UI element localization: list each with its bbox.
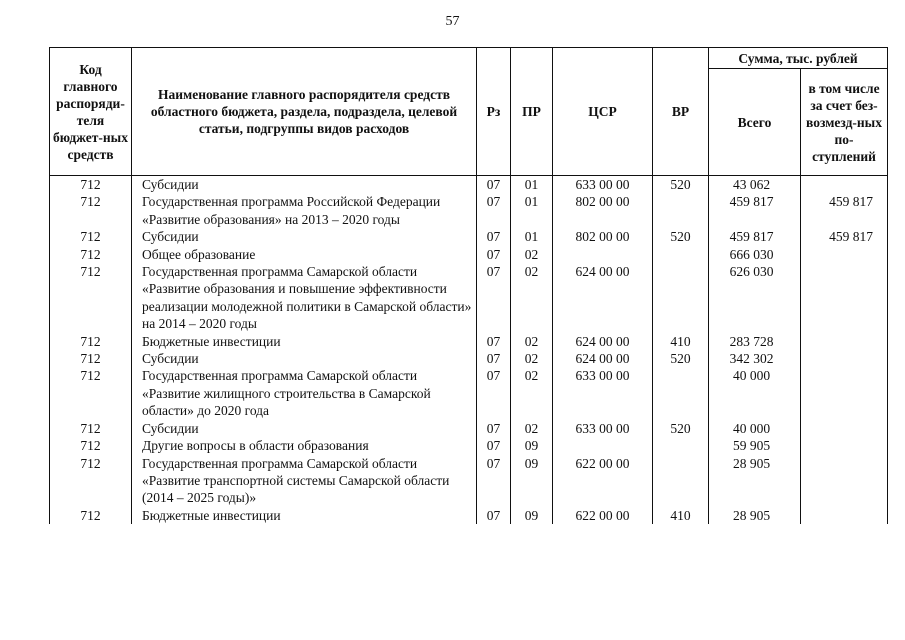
header-code: Код главного распоряди-теля бюджет-ных средств [50, 48, 132, 176]
cell-code: 712 [50, 193, 132, 228]
cell-free [801, 263, 888, 333]
cell-vr [653, 263, 709, 333]
table-header [50, 48, 888, 176]
cell-total: 40 000 [709, 420, 801, 437]
header-total: Всего [709, 69, 801, 176]
cell-total: 283 728 [709, 333, 801, 350]
cell-free [801, 333, 888, 350]
page-number: 57 [445, 14, 460, 29]
cell-vr: 520 [653, 228, 709, 245]
header-csr: ЦСР [553, 48, 653, 176]
cell-name: Общее образование [132, 246, 477, 263]
cell-csr [553, 246, 653, 263]
table-row [50, 507, 888, 524]
cell-vr [653, 246, 709, 263]
cell-total: 342 302 [709, 350, 801, 367]
cell-total: 43 062 [709, 176, 801, 194]
cell-csr: 802 00 00 [553, 193, 653, 228]
cell-name: Субсидии [132, 228, 477, 245]
cell-code: 712 [50, 263, 132, 333]
cell-csr: 624 00 00 [553, 263, 653, 333]
cell-pr: 02 [511, 420, 553, 437]
header-free: в том числе за счет без-возмезд-ных по-ступлений [801, 69, 888, 176]
cell-rz: 07 [477, 367, 511, 419]
cell-rz: 07 [477, 420, 511, 437]
cell-total: 666 030 [709, 246, 801, 263]
cell-rz: 07 [477, 507, 511, 524]
table-row [50, 350, 888, 367]
cell-rz: 07 [477, 263, 511, 333]
cell-free: 459 817 [801, 228, 888, 245]
cell-rz: 07 [477, 455, 511, 507]
cell-code: 712 [50, 420, 132, 437]
cell-csr: 802 00 00 [553, 228, 653, 245]
cell-total: 28 905 [709, 507, 801, 524]
cell-csr: 633 00 00 [553, 176, 653, 194]
cell-pr: 09 [511, 455, 553, 507]
cell-vr [653, 437, 709, 454]
table-row [50, 437, 888, 454]
cell-pr: 01 [511, 193, 553, 228]
cell-free: 459 817 [801, 193, 888, 228]
header-name: Наименование главного распорядителя средств областного бюджета, раздела, подраздела, целевой статьи, подгруппы видов расходов [132, 48, 477, 176]
cell-rz: 07 [477, 246, 511, 263]
cell-rz: 07 [477, 176, 511, 194]
cell-rz: 07 [477, 350, 511, 367]
cell-name: Государственная программа Самарской области «Развитие транспортной системы Самарской области (2014 – 2025 годы)» [132, 455, 477, 507]
cell-free [801, 437, 888, 454]
table-row [50, 455, 888, 507]
cell-vr: 410 [653, 507, 709, 524]
header-pr: ПР [511, 48, 553, 176]
cell-vr [653, 455, 709, 507]
cell-pr: 09 [511, 437, 553, 454]
cell-vr: 520 [653, 176, 709, 194]
header-vr: ВР [653, 48, 709, 176]
table-row [50, 333, 888, 350]
cell-code: 712 [50, 437, 132, 454]
cell-total: 459 817 [709, 228, 801, 245]
cell-name: Субсидии [132, 350, 477, 367]
cell-code: 712 [50, 350, 132, 367]
cell-csr: 633 00 00 [553, 367, 653, 419]
cell-csr: 624 00 00 [553, 350, 653, 367]
cell-rz: 07 [477, 193, 511, 228]
cell-pr: 02 [511, 367, 553, 419]
cell-rz: 07 [477, 228, 511, 245]
table-row [50, 246, 888, 263]
cell-total: 626 030 [709, 263, 801, 333]
cell-code: 712 [50, 455, 132, 507]
cell-rz: 07 [477, 437, 511, 454]
table-row [50, 228, 888, 245]
cell-pr: 02 [511, 333, 553, 350]
cell-total: 59 905 [709, 437, 801, 454]
cell-name: Субсидии [132, 176, 477, 194]
cell-total: 40 000 [709, 367, 801, 419]
cell-free [801, 367, 888, 419]
cell-code: 712 [50, 507, 132, 524]
cell-total: 459 817 [709, 193, 801, 228]
cell-vr [653, 367, 709, 419]
cell-name: Государственная программа Самарской области «Развитие жилищного строительства в Самарской области» до 2020 года [132, 367, 477, 419]
cell-pr: 09 [511, 507, 553, 524]
header-sum: Сумма, тыс. рублей [709, 48, 888, 69]
cell-code: 712 [50, 246, 132, 263]
cell-vr [653, 193, 709, 228]
cell-vr: 520 [653, 350, 709, 367]
cell-free [801, 176, 888, 194]
cell-code: 712 [50, 228, 132, 245]
cell-name: Бюджетные инвестиции [132, 507, 477, 524]
table-row [50, 176, 888, 194]
table-row [50, 367, 888, 419]
cell-total: 28 905 [709, 455, 801, 507]
cell-name: Государственная программа Самарской области «Развитие образования и повышение эффективности реализации молодежной политики в Самарской области» на 2014 – 2020 годы [132, 263, 477, 333]
cell-code: 712 [50, 176, 132, 194]
cell-free [801, 246, 888, 263]
cell-pr: 02 [511, 263, 553, 333]
cell-csr: 624 00 00 [553, 333, 653, 350]
cell-name: Субсидии [132, 420, 477, 437]
cell-pr: 01 [511, 228, 553, 245]
cell-free [801, 350, 888, 367]
cell-csr: 633 00 00 [553, 420, 653, 437]
table-row [50, 420, 888, 437]
cell-code: 712 [50, 333, 132, 350]
table-row [50, 263, 888, 333]
cell-csr: 622 00 00 [553, 455, 653, 507]
cell-code: 712 [50, 367, 132, 419]
cell-csr [553, 437, 653, 454]
cell-free [801, 507, 888, 524]
budget-table [49, 47, 888, 524]
cell-pr: 02 [511, 350, 553, 367]
cell-pr: 01 [511, 176, 553, 194]
cell-name: Бюджетные инвестиции [132, 333, 477, 350]
cell-vr: 410 [653, 333, 709, 350]
cell-pr: 02 [511, 246, 553, 263]
cell-name: Другие вопросы в области образования [132, 437, 477, 454]
cell-name: Государственная программа Российской Федерации «Развитие образования» на 2013 – 2020 годы [132, 193, 477, 228]
cell-free [801, 455, 888, 507]
cell-vr: 520 [653, 420, 709, 437]
cell-rz: 07 [477, 333, 511, 350]
table-body [50, 176, 888, 525]
table-row [50, 193, 888, 228]
cell-free [801, 420, 888, 437]
header-rz: Рз [477, 48, 511, 176]
cell-csr: 622 00 00 [553, 507, 653, 524]
